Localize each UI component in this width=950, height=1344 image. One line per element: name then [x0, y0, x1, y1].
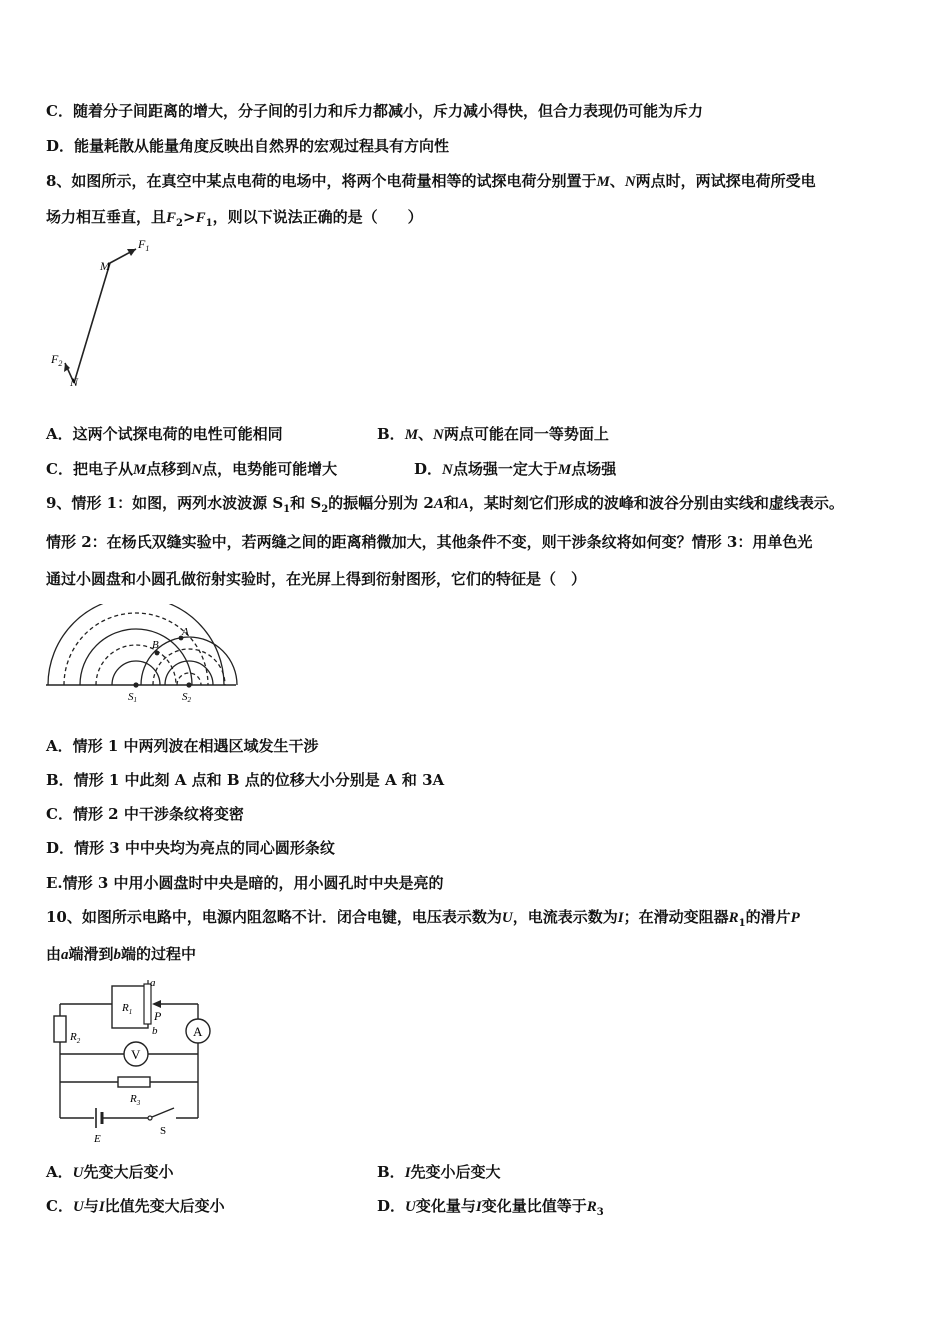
q7-option-d: D．能量耗散从能量角度反映出自然界的宏观过程具有方向性 [46, 137, 450, 155]
q8-label-f2: $F_2$ [51, 352, 63, 368]
q10-label-p: P [154, 1009, 162, 1023]
q9-stem-line1: 9、情形 1：如图，两列水波波源 $S_1$和 $S_2$的振幅分别为 2A和A，某时刻它们形成的波峰和波谷分别由实线和虚线表示。 [46, 494, 844, 515]
q9-stem-line2: 情形 2：在杨氏双缝实验中，若两缝之间的距离稍微加大，其他条件不变，则干涉条纹将如何变？情形 3：用单色光 [46, 533, 813, 551]
q10-stem-line1: 10、如图所示电路中，电源内阻忽略不计．闭合电键，电压表示数为U，电流表示数为I；在滑动变阻器$R_1$的滑片P [46, 908, 800, 929]
q9-label-s1: S1 [128, 691, 137, 704]
q8-line-mn [74, 263, 110, 383]
q9-s1-trough-1 [96, 645, 176, 685]
q10-circuit-figure [44, 976, 224, 1146]
q8-option-d: D．N点场强一定大于M点场强 [414, 460, 617, 478]
q10-label-r1: $R_1$ [122, 1002, 133, 1016]
q9-option-b: B．情形 1 中此刻 A 点和 B 点的位移大小分别是 A 和 3A [46, 771, 445, 789]
q10-label-s: S [160, 1125, 167, 1137]
q8-option-c: C．把电子从M点移到N点，电势能可能增大 [46, 460, 338, 478]
q10-option-b: B．I先变小后变大 [377, 1163, 501, 1181]
q8-label-m: M [100, 259, 110, 273]
q9-label-b: B [152, 639, 159, 651]
q10-label-a: a [150, 977, 156, 989]
q10-resistor-r3 [118, 1077, 150, 1087]
q10-rheostat-r1 [112, 986, 148, 1028]
q10-label-b: b [152, 1025, 158, 1037]
q8-stem-line2: 场力相互垂直，且$F_2>F_1$，则以下说法正确的是（ ） [46, 208, 423, 229]
q9-option-e: E.情形 3 中用小圆盘时中央是暗的，用小圆孔时中央是亮的 [46, 874, 444, 892]
q7-option-c: C．随着分子间距离的增大，分子间的引力和斥力都减小，斥力减小得快，但合力表现仍可能为斥力 [46, 102, 703, 120]
q9-option-a: A．情形 1 中两列波在相遇区域发生干涉 [46, 737, 319, 755]
q9-source-s2 [186, 682, 191, 687]
q9-stem-line3: 通过小圆盘和小圆孔做衍射实验时，在光屏上得到衍射图形，它们的特征是（ ） [46, 570, 587, 588]
q10-label-ammeter: A [193, 1024, 203, 1039]
q9-s1-crest-outer [48, 604, 224, 685]
q10-switch-s [152, 1108, 174, 1117]
q10-resistor-r2 [54, 1016, 66, 1042]
q9-s1-trough-2 [64, 613, 208, 685]
q10-label-r3: $R_3$ [130, 1093, 141, 1107]
q8-label-n: N [70, 375, 79, 389]
q10-option-c: C．U与I比值先变大后变小 [46, 1197, 225, 1215]
q9-label-s2: S2 [182, 691, 191, 704]
q8-field-figure [40, 235, 170, 395]
q10-option-a: A．U先变大后变小 [46, 1163, 174, 1181]
q8-label-f1: $F_1$ [138, 237, 150, 253]
q10-label-voltmeter: V [131, 1047, 141, 1062]
q10-stem-line2: 由a端滑到b端的过程中 [46, 945, 197, 963]
q8-option-a: A．这两个试探电荷的电性可能相同 [46, 425, 283, 443]
q9-point-b [155, 651, 160, 656]
q9-option-c: C．情形 2 中干涉条纹将变密 [46, 805, 244, 823]
q8-option-b: B．M、N两点可能在同一等势面上 [377, 425, 609, 443]
q9-source-s1 [133, 682, 138, 687]
q10-option-d: D．U变化量与I变化量比值等于$R_3$ [377, 1197, 604, 1218]
q8-stem-line1: 8、如图所示，在真空中某点电荷的电场中，将两个电荷量相等的试探电荷分别置于M、N两点时，两试探电荷所受电 [46, 172, 816, 190]
q10-rheostat-track [144, 984, 151, 1024]
q9-option-d: D．情形 3 中中央均为亮点的同心圆形条纹 [46, 839, 335, 857]
q10-slider-p-arrow [152, 1000, 161, 1008]
q10-label-r2: $R_2$ [70, 1031, 81, 1045]
q9-label-a: A [182, 626, 189, 638]
q9-wave-figure [42, 604, 242, 704]
q10-label-e: E [94, 1133, 101, 1145]
